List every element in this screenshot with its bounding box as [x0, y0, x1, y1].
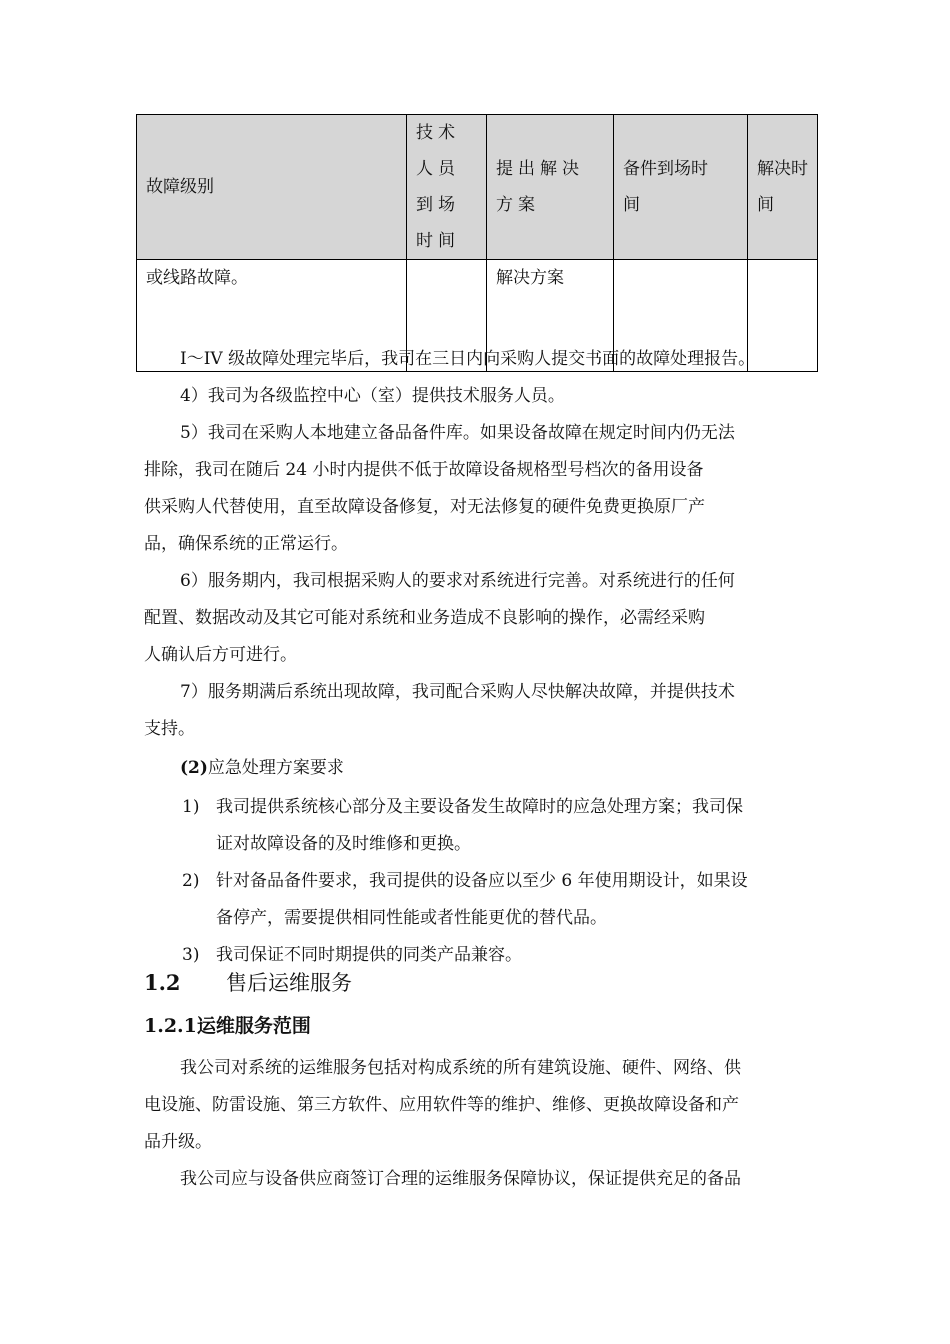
header-spare-arrival-time: 备件到场时间 [614, 115, 748, 260]
paragraph-after-expiry-line1: 7）服务期满后系统出现故障，我司配合采购人尽快解决故障，并提供技术 [180, 682, 735, 702]
paragraph-service-period-line2: 配置、数据改动及其它可能对系统和业务造成不良影响的操作，必需经采购 [144, 608, 705, 628]
subheading-emergency [180, 750, 850, 787]
fault-level-table [136, 114, 818, 372]
section-heading [144, 966, 352, 1000]
subheading-number: (2) [180, 758, 208, 778]
body-scope-line1: 我公司对系统的运维服务包括对构成系统的所有建筑设施、硬件、网络、供 [180, 1058, 741, 1078]
paragraph-report: I～IV 级故障处理完毕后，我司在三日内向采购人提交书面的故障处理报告。 [180, 349, 756, 369]
paragraph-spare-parts-line4: 品，确保系统的正常运行。 [144, 534, 348, 554]
body-scope-line3: 品升级。 [144, 1132, 212, 1152]
list-item-text: 证对故障设备的及时维修和更换。 [216, 834, 471, 854]
subsection-title: 运维服务范围 [196, 1015, 311, 1037]
paragraph-spare-parts-line1: 5）我司在采购人本地建立备品备件库。如果设备故障在规定时间内仍无法 [180, 423, 735, 443]
header-solution-proposal: 提出解决方案 [487, 115, 614, 260]
header-fault-level: 故障级别 [137, 115, 407, 260]
list-item-text: 备停产，需要提供相同性能或者性能更优的替代品。 [216, 908, 607, 928]
paragraph-spare-parts-line2: 排除，我司在随后 24 小时内提供不低于故障设备规格型号档次的备用设备 [144, 460, 704, 480]
section-number: 1.2 [144, 970, 181, 995]
body-scope-line2: 电设施、防雷设施、第三方软件、应用软件等的维护、维修、更换故障设备和产 [144, 1095, 739, 1115]
paragraph-service-period-line1: 6）服务期内，我司根据采购人的要求对系统进行完善。对系统进行的任何 [180, 571, 735, 591]
table-cell: 或线路故障。 [137, 260, 407, 372]
list-item-text: 我司保证不同时期提供的同类产品兼容。 [216, 945, 522, 965]
section-title: 售后运维服务 [226, 971, 352, 995]
paragraph-after-expiry-line2: 支持。 [144, 719, 195, 739]
list-item-text: 我司提供系统核心部分及主要设备发生故障时的应急处理方案；我司保 [216, 797, 743, 817]
header-resolve-time: 解决时间 [748, 115, 818, 260]
paragraph-service-period-line3: 人确认后方可进行。 [144, 645, 297, 665]
list-item-number: 3) [182, 945, 200, 965]
header-tech-arrival-time: 技术人员到场时间 [407, 115, 487, 260]
subsection-number: 1.2.1 [144, 1015, 197, 1037]
list-item-text: 针对备品备件要求，我司提供的设备应以至少 6 年使用期设计，如果设 [216, 871, 748, 891]
paragraph-spare-parts-line3: 供采购人代替使用，直至故障设备修复，对无法修复的硬件免费更换原厂产 [144, 497, 705, 517]
list-item-number: 1) [182, 797, 200, 817]
body-agreement-line1: 我公司应与设备供应商签订合理的运维服务保障协议，保证提供充足的备品 [180, 1169, 741, 1189]
table-header-row [137, 115, 818, 260]
subsection-heading [144, 1010, 311, 1042]
table-cell: 解决方案 [487, 260, 614, 372]
paragraph-tech-staff: 4）我司为各级监控中心（室）提供技术服务人员。 [180, 386, 565, 406]
list-item-number: 2) [182, 871, 200, 891]
subheading-text: 应急处理方案要求 [207, 758, 344, 778]
